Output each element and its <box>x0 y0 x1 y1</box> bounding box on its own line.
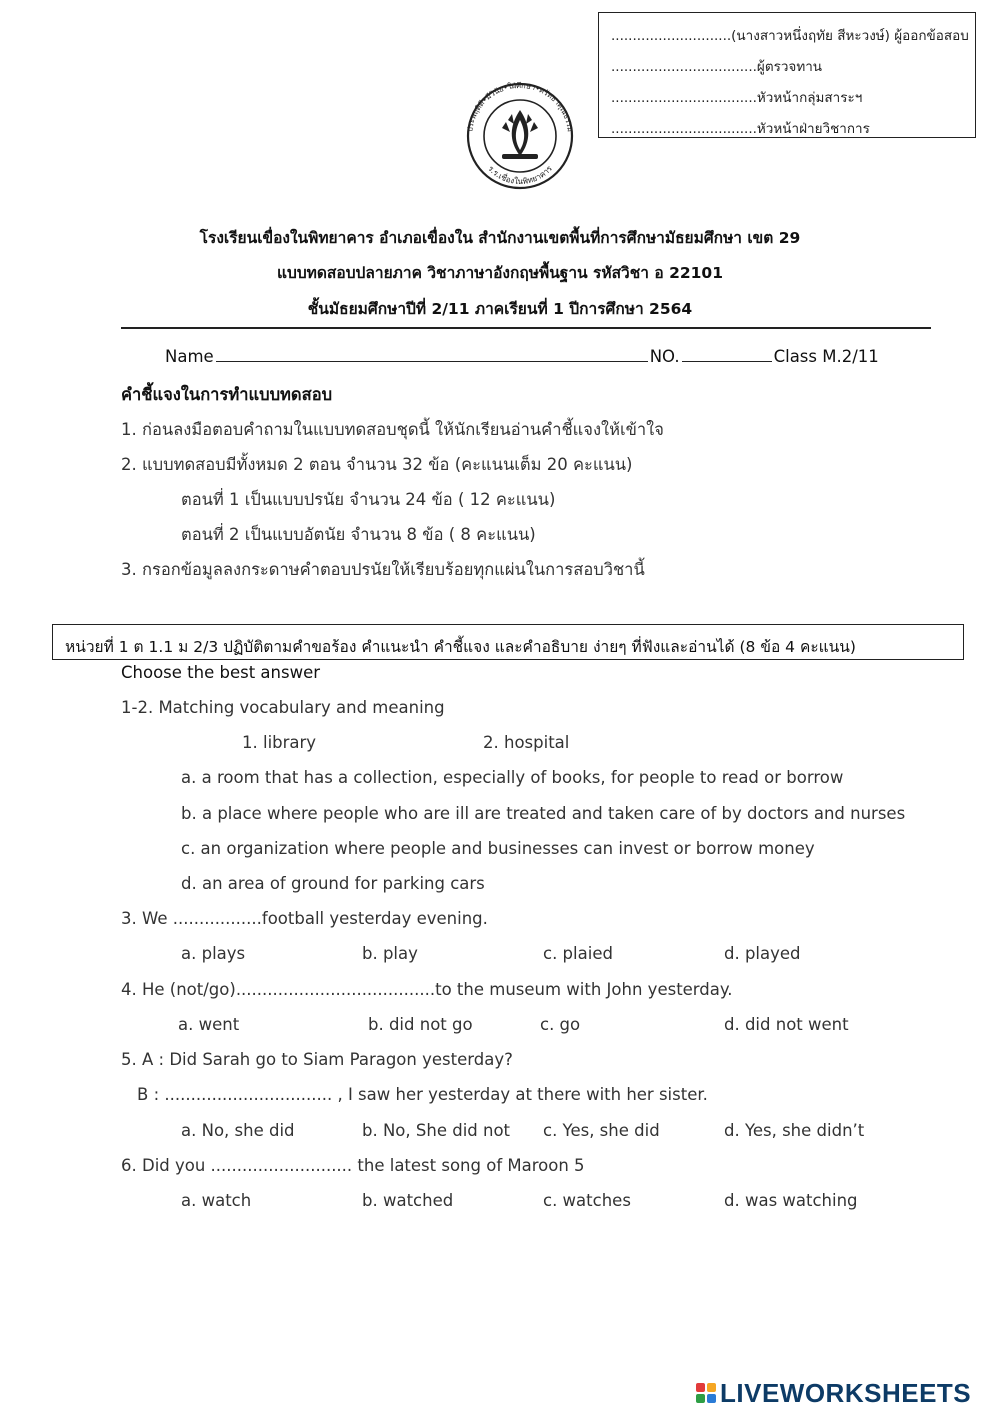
answer-option[interactable]: b. a place where people who are ill are treated and taken care of by doctors and nurses <box>181 804 906 823</box>
question-prompt: B : ................................ , I saw her yesterday at there with her sister. <box>137 1085 708 1104</box>
unit-indicator-box: หน่วยที่ 1 ต 1.1 ม 2/3 ปฏิบัติตามคำขอร้อง คำแนะนำ คำชี้แจง และคำอธิบาย ง่ายๆ ที่ฟังและอ่านได้ (8 ข้อ 4 คะแนน) <box>52 624 964 660</box>
instruction-item: 1. ก่อนลงมือตอบคำถามในแบบทดสอบชุดนี้ ให้นักเรียนอ่านคำชี้แจงให้เข้าใจ <box>121 420 664 439</box>
answer-option[interactable]: a. went <box>178 1015 240 1034</box>
liveworksheets-logo <box>696 1378 971 1408</box>
answer-option[interactable]: a. No, she did <box>181 1121 295 1140</box>
answer-option[interactable]: b. No, She did not <box>362 1121 511 1140</box>
answer-option[interactable]: c. watches <box>543 1191 631 1210</box>
question-prompt: 3. We .................football yesterday evening. <box>121 909 488 928</box>
answer-option[interactable]: b. play <box>362 944 418 963</box>
vocab-word: 2. hospital <box>483 733 570 752</box>
answer-option[interactable]: d. was watching <box>724 1191 858 1210</box>
question-prompt: 5. A : Did Sarah go to Siam Paragon yesterday? <box>121 1050 513 1069</box>
instruction-item: 3. กรอกข้อมูลลงกระดาษคำตอบปรนัยให้เรียบร้อยทุกแผ่นในการสอบวิชานี้ <box>121 560 645 579</box>
header-school-line: โรงเรียนเขื่องในพิทยาคาร อำเภอเขื่องใน สำนักงานเขตพื้นที่การศึกษามัธยมศึกษา เขต 29 <box>199 229 801 247</box>
answer-option[interactable]: d. did not went <box>724 1015 849 1034</box>
logo-ring-text-bottom: ร.ร.เชื่องในพิทยาคาร <box>486 164 554 187</box>
answer-option[interactable]: d. played <box>724 944 801 963</box>
signature-line-author: ............................(นางสาวหนึ่งฤทัย สีหะวงษ์) ผู้ออกข้อสอบ <box>611 28 969 44</box>
school-logo <box>450 80 590 192</box>
number-label: NO. <box>649 347 680 366</box>
question-prompt: 6. Did you ........................... the latest song of Maroon 5 <box>121 1156 585 1175</box>
liveworksheets-wordmark: LIVEWORKSHEETS <box>720 1377 972 1408</box>
answer-option[interactable]: d. Yes, she didn’t <box>724 1121 865 1140</box>
header-exam-title: แบบทดสอบปลายภาค วิชาภาษาอังกฤษพื้นฐาน รหัสวิชา อ 22101 <box>276 264 724 282</box>
answer-option[interactable]: b. watched <box>362 1191 454 1210</box>
answer-option[interactable]: a. plays <box>181 944 246 963</box>
header-class-term: ชั้นมัธยมศึกษาปีที่ 2/11 ภาคเรียนที่ 1 ปีการศึกษา 2564 <box>307 300 693 318</box>
signature-line-academic-head: ..................................หัวหน้าฝ่ายวิชาการ <box>611 121 870 137</box>
name-label: Name <box>165 347 214 366</box>
answer-option[interactable]: b. did not go <box>368 1015 473 1034</box>
instruction-item: ตอนที่ 2 เป็นแบบอัตนัย จำนวน 8 ข้อ ( 8 คะแนน) <box>181 525 536 544</box>
instructions-title: คำชี้แจงในการทำแบบทดสอบ <box>121 385 333 404</box>
header-divider <box>121 327 931 329</box>
signature-box <box>598 12 976 138</box>
instruction-item: 2. แบบทดสอบมีทั้งหมด 2 ตอน จำนวน 32 ข้อ (คะแนนเต็ม 20 คะแนน) <box>121 455 633 474</box>
answer-option[interactable]: c. an organization where people and businesses can invest or borrow money <box>181 839 815 858</box>
student-info-row <box>165 347 879 366</box>
class-label: Class M.2/11 <box>773 347 879 366</box>
answer-option[interactable]: c. Yes, she did <box>543 1121 660 1140</box>
answer-option[interactable]: c. go <box>540 1015 581 1034</box>
answer-option[interactable]: a. a room that has a collection, especially of books, for people to read or borrow <box>181 768 844 787</box>
name-field[interactable] <box>216 361 648 362</box>
vocab-word: 1. library <box>242 733 317 752</box>
instruction-item: ตอนที่ 1 เป็นแบบปรนัย จำนวน 24 ข้อ ( 12 คะแนน) <box>181 490 556 509</box>
signature-line-dept-head: ..................................หัวหน้ากลุ่มสาระฯ <box>611 90 863 106</box>
signature-line-reviewer: ..................................ผู้ตรวจทาน <box>611 59 823 75</box>
question-prompt: 1-2. Matching vocabulary and meaning <box>121 698 445 717</box>
question-prompt: 4. He (not/go)......................................to the museum with John yesterday. <box>121 980 733 999</box>
section-title: Choose the best answer <box>121 663 321 682</box>
answer-option[interactable]: a. watch <box>181 1191 252 1210</box>
answer-option[interactable]: d. an area of ground for parking cars <box>181 874 485 893</box>
logo-ring-text-top: ประพฤติดี•มีวินัย•ใฝ่ศึกษา•ศรัทธาคุณธรรม <box>465 80 575 133</box>
number-field[interactable] <box>682 361 772 362</box>
answer-option[interactable]: c. plaied <box>543 944 613 963</box>
liveworksheets-mark-icon <box>696 1383 716 1403</box>
